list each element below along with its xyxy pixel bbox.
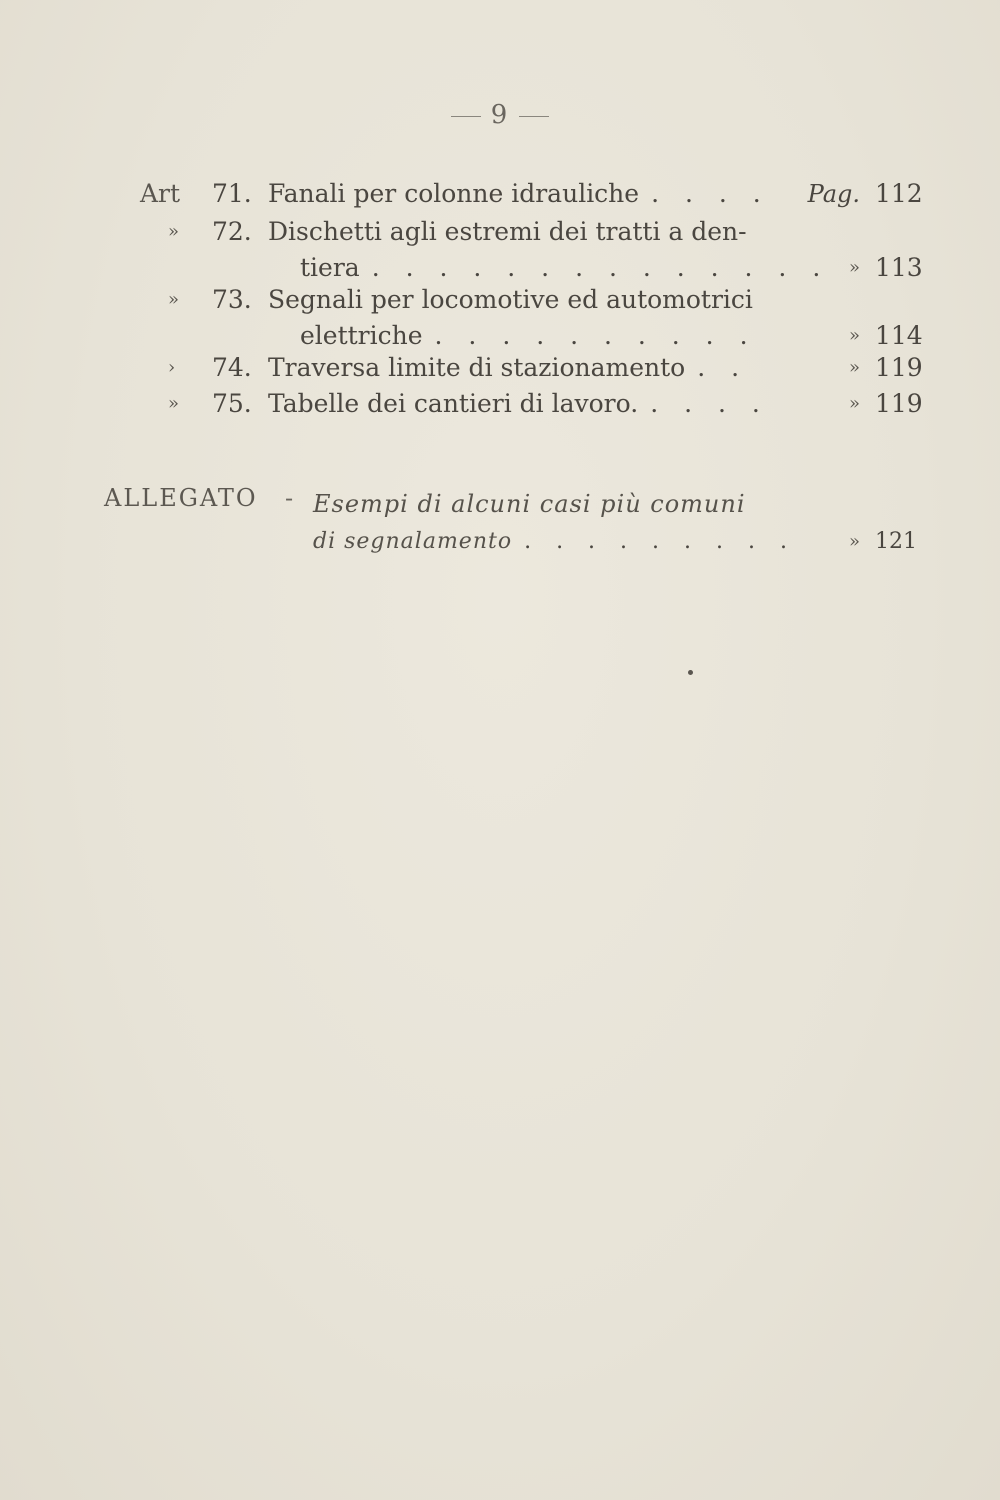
allegato-leader-dots: . . . . . . . . . [524,529,796,554]
allegato-title-line1: Esempi di alcuni casi più comuni [313,490,746,518]
toc-pag-label: Pag. [807,180,860,208]
toc-pag-label: » [848,393,860,414]
toc-pag-label: » [848,357,860,378]
toc-lead: » [168,393,180,414]
allegato-label: ALLEGATO [104,484,258,512]
ink-speck [688,670,693,675]
toc-leader-dots: . . . . . . . . . . [434,321,757,350]
toc-lead: Art [140,179,181,208]
toc-title [268,384,783,424]
toc-article-number: 72. [212,217,252,246]
toc-article-number: 75. [212,389,252,418]
folio-dash-left [451,116,481,117]
toc-page-number: 119 [875,353,923,382]
toc-article-number: 71. [212,179,252,208]
page-number [0,100,1000,130]
toc-lead: » [168,221,180,242]
toc-lead: › [168,357,176,378]
toc-entry-74 [0,348,1000,388]
toc-entry-75 [0,384,1000,424]
folio-dash-right [519,116,549,117]
toc-title: Segnali per locomotive ed automotrici [268,285,753,314]
toc-title-text: elettriche [300,321,423,350]
toc-title [268,174,783,214]
toc-leader-dots: . . [697,353,749,382]
allegato-page-ref [0,522,1000,562]
toc-lead: » [168,289,180,310]
toc-title-text: Fanali per colonne idrauliche [268,179,640,208]
allegato-page-number: 121 [875,529,917,554]
toc-title: Dischetti agli estremi dei tratti a den- [268,217,747,246]
allegato-title-text: di segnalamento [313,529,513,554]
toc-article-number: 74. [212,353,252,382]
folio-number: 9 [490,100,510,130]
toc-article-number: 73. [212,285,252,314]
toc-title-text: tiera [300,253,360,282]
toc-pag-label: » [848,257,860,278]
allegato-separator: - [285,484,294,512]
toc-page-number: 113 [875,253,923,282]
toc-page-number: 114 [875,321,923,350]
toc-page-number: 112 [875,179,923,208]
allegato-pag-label: » [848,531,860,552]
toc-pag-label: » [848,325,860,346]
toc-leader-dots: . . . . [651,179,770,208]
toc-entry-73 [0,280,1000,320]
toc-entry-71 [0,174,1000,214]
toc-entry-72 [0,212,1000,252]
toc-title [268,348,783,388]
toc-title-text: Tabelle dei cantieri di lavoro. [268,389,639,418]
toc-page-number: 119 [875,389,923,418]
toc-leader-dots: . . . . . . . . . . . . . . [371,253,830,282]
toc-title-text: Traversa limite di stazionamento [268,353,686,382]
toc-leader-dots: . . . . [650,389,769,418]
